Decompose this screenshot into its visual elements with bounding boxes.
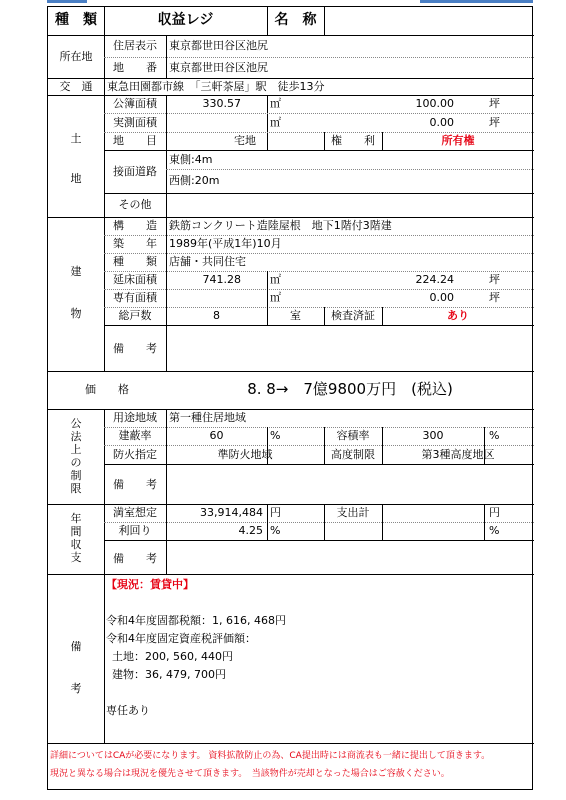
transport-value: 東急田園都市線 「三軒茶屋」駅 徒歩13分 bbox=[107, 80, 325, 93]
inspection-label: 検査済証 bbox=[331, 309, 375, 322]
bcr-unit: % bbox=[270, 429, 281, 442]
name-label: 名 称 bbox=[274, 12, 317, 28]
actual-area-label: 実測面積 bbox=[113, 116, 157, 129]
legal-notes-label: 備 考 bbox=[113, 478, 157, 491]
footer-note-2: 現況と異なる場合は現況を優先させて頂きます。 当該物件が売却となった場合はご容赦ください。 bbox=[50, 769, 450, 779]
floor-tsubo-unit: 坪 bbox=[489, 273, 500, 286]
full-occupancy-value: 33,914,484 bbox=[200, 506, 263, 519]
registry-sqm-unit: ㎡ bbox=[270, 97, 281, 110]
rights-label: 権 利 bbox=[331, 134, 375, 147]
height-label: 高度制限 bbox=[331, 448, 375, 461]
bcr-label: 建蔽率 bbox=[118, 429, 152, 442]
registry-area-sqm: 330.57 bbox=[202, 97, 241, 110]
income-notes-label: 備 考 bbox=[113, 552, 157, 565]
building-type-value: 店舗・共同住宅 bbox=[169, 255, 246, 268]
units-value: 8 bbox=[213, 309, 220, 322]
remarks-label-top: 備 bbox=[70, 640, 82, 653]
remarks-tax-building: 建物：36, 479, 700円 bbox=[112, 668, 226, 681]
height-value: 第3種高度地区 bbox=[421, 448, 495, 461]
lot-number-value: 東京都世田谷区池尻 bbox=[169, 61, 268, 74]
building-label-bottom: 物 bbox=[70, 307, 82, 320]
building-label-top: 建 bbox=[70, 265, 82, 278]
floor-sqm-unit: ㎡ bbox=[270, 273, 281, 286]
footer-note-1: 詳細についてはCAが必要になります。 資料拡散防止の為、CA提出時には商流表も一緒に提出して頂きます。 bbox=[50, 751, 491, 761]
land-category-label: 地 目 bbox=[113, 134, 157, 147]
price-label: 価 格 bbox=[85, 383, 129, 396]
kind-value: 収益レジ bbox=[157, 12, 214, 28]
private-area-label: 専有面積 bbox=[113, 291, 157, 304]
road-label: 接面道路 bbox=[113, 165, 157, 178]
address-label: 住居表示 bbox=[113, 39, 157, 52]
remarks-label-bottom: 考 bbox=[70, 682, 82, 695]
expense-unit: 円 bbox=[489, 506, 500, 519]
registry-tsubo-unit: 坪 bbox=[489, 97, 500, 110]
kind-label: 種 類 bbox=[55, 12, 97, 28]
road-east: 東側:4m bbox=[169, 153, 213, 166]
private-tsubo-unit: 坪 bbox=[489, 291, 500, 304]
remarks-status: 【現況：賃貸中】 bbox=[106, 578, 194, 591]
private-area-tsubo: 0.00 bbox=[429, 291, 454, 304]
legal-label: 公法上の制限 bbox=[70, 417, 82, 495]
fire-label: 防火指定 bbox=[113, 448, 157, 461]
bcr-value: 60 bbox=[209, 429, 224, 442]
full-occupancy-unit: 円 bbox=[270, 506, 281, 519]
remarks-tax-eval: 令和4年度固定資産税評価額： bbox=[106, 632, 256, 645]
structure-label: 構 造 bbox=[113, 219, 157, 232]
address-value: 東京都世田谷区池尻 bbox=[169, 39, 268, 52]
location-label: 所在地 bbox=[59, 50, 93, 63]
land-label-bottom: 地 bbox=[70, 172, 82, 185]
yield-label: 利回り bbox=[118, 524, 152, 537]
built-value: 1989年(平成1年)10月 bbox=[169, 237, 282, 250]
land-label-top: 土 bbox=[70, 132, 82, 145]
structure-value: 鉄筋コンクリート造陸屋根 地下1階付3階建 bbox=[169, 219, 392, 232]
rights-value: 所有権 bbox=[441, 134, 475, 147]
land-other-label: その他 bbox=[118, 198, 152, 211]
units-unit: 室 bbox=[290, 309, 301, 322]
actual-area-tsubo: 0.00 bbox=[429, 116, 454, 129]
land-category-value: 宅地 bbox=[234, 134, 256, 147]
building-type-label: 種 類 bbox=[113, 255, 157, 268]
actual-tsubo-unit: 坪 bbox=[489, 116, 500, 129]
full-occupancy-label: 満室想定 bbox=[113, 506, 157, 519]
remarks-tax-city: 令和4年度固都税額：1, 616, 468円 bbox=[106, 614, 286, 627]
income-label: 年間収支 bbox=[70, 512, 82, 564]
expense-label: 支出計 bbox=[336, 506, 370, 519]
yield-value: 4.25 bbox=[238, 524, 263, 537]
registry-area-label: 公簿面積 bbox=[113, 97, 157, 110]
lot-number-label: 地 番 bbox=[113, 61, 157, 74]
far-unit: % bbox=[489, 429, 500, 442]
registry-area-tsubo: 100.00 bbox=[415, 97, 454, 110]
built-label: 築 年 bbox=[113, 237, 157, 250]
transport-label: 交 通 bbox=[59, 80, 93, 93]
top-strip-left bbox=[47, 0, 87, 3]
price-value: 8. 8→ 7億9800万円 (税込) bbox=[247, 380, 453, 398]
far-label: 容積率 bbox=[336, 429, 370, 442]
property-sheet bbox=[47, 6, 533, 790]
inspection-value: あり bbox=[447, 309, 469, 322]
units-label: 総戸数 bbox=[118, 309, 152, 322]
zoning-label: 用途地域 bbox=[113, 411, 157, 424]
top-strip-right bbox=[420, 0, 533, 3]
zoning-value: 第一種住居地域 bbox=[169, 411, 246, 424]
far-value: 300 bbox=[422, 429, 444, 442]
private-sqm-unit: ㎡ bbox=[270, 291, 281, 304]
remarks-tax-land: 土地：200, 560, 440円 bbox=[112, 650, 233, 663]
remarks-agent: 専任あり bbox=[106, 704, 150, 717]
building-notes-label: 備 考 bbox=[113, 342, 157, 355]
floor-area-tsubo: 224.24 bbox=[415, 273, 454, 286]
actual-sqm-unit: ㎡ bbox=[270, 116, 281, 129]
fire-value: 準防火地域 bbox=[217, 448, 273, 461]
floor-area-label: 延床面積 bbox=[113, 273, 157, 286]
floor-area-sqm: 741.28 bbox=[202, 273, 241, 286]
road-west: 西側:20m bbox=[169, 174, 220, 187]
yield-unit-right: % bbox=[489, 524, 500, 537]
yield-unit: % bbox=[270, 524, 281, 537]
